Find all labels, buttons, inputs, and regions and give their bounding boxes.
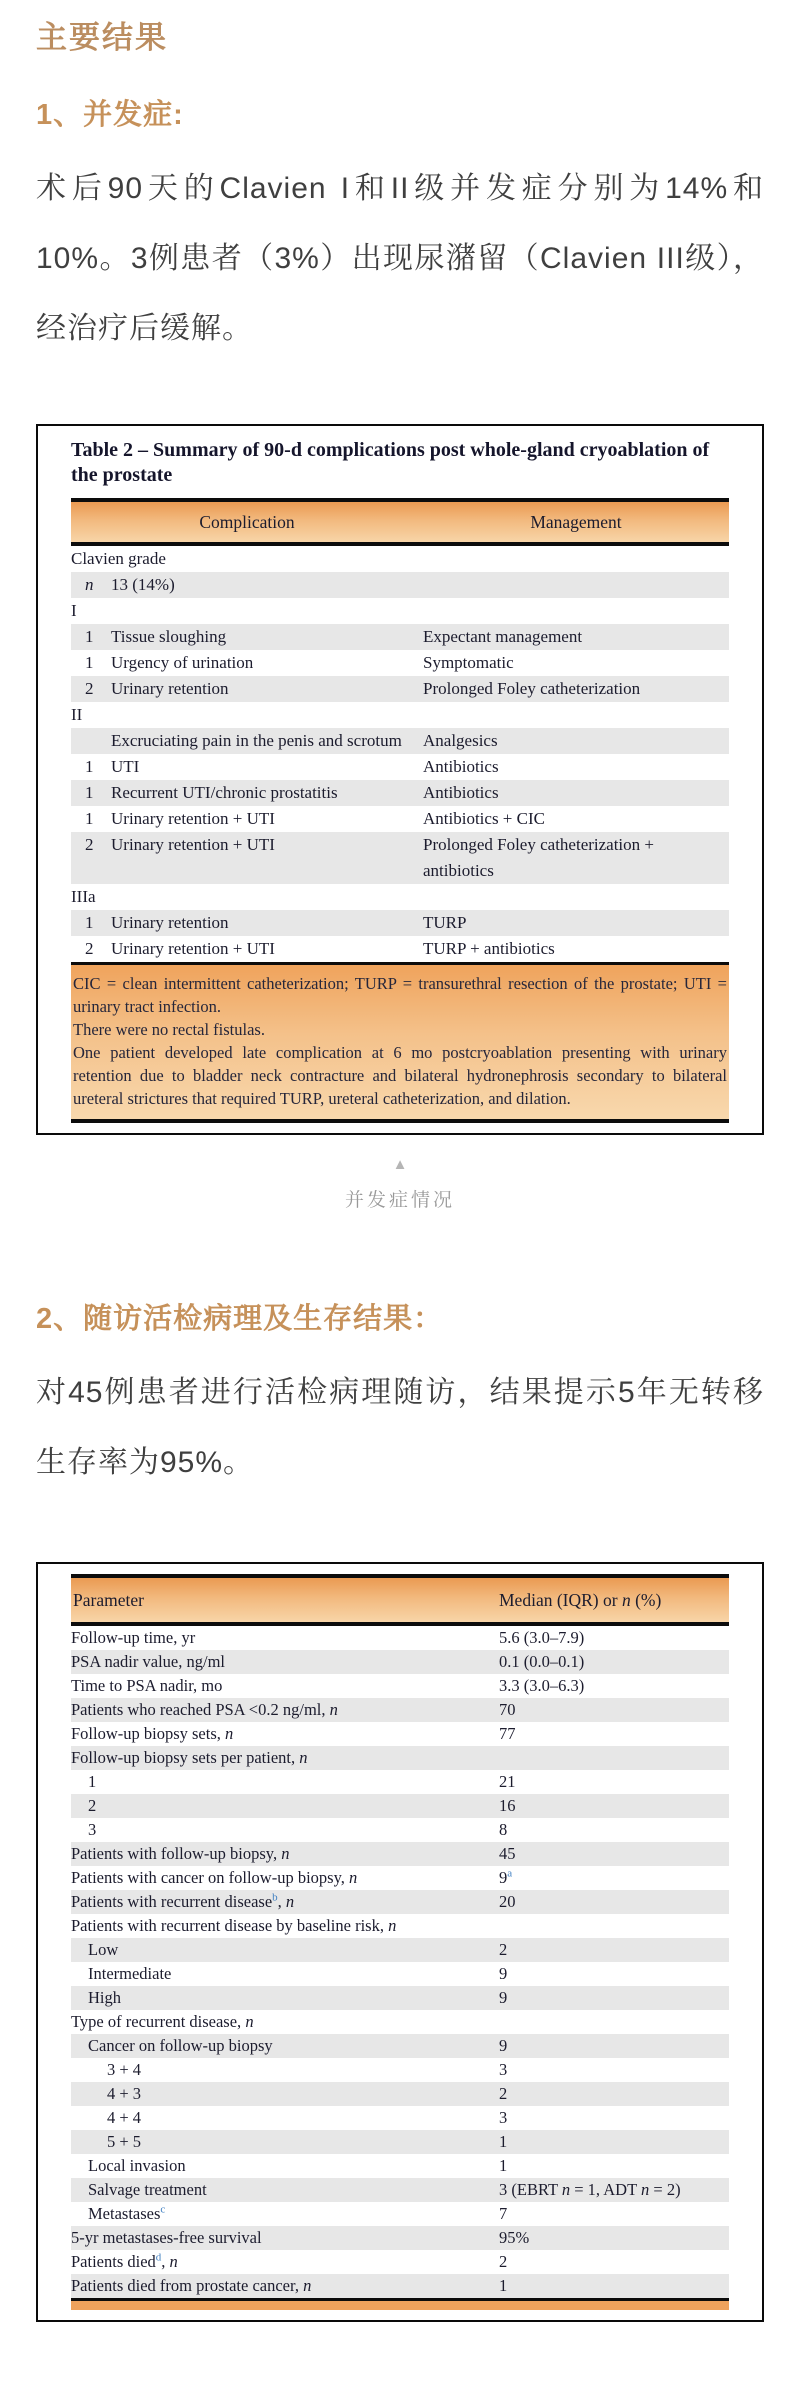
section-1-paragraph: 术后90天的Clavien I和II级并发症分别为14%和10%。3例患者（3%）出现尿潴留（Clavien III级），经治疗后缓解。 xyxy=(36,172,764,345)
grade-group-label: Clavien grade xyxy=(71,549,166,568)
value-cell: 1 xyxy=(499,2132,508,2151)
complication-row xyxy=(71,676,729,702)
parameter-row xyxy=(71,2274,729,2298)
complication-cell: Urinary retention xyxy=(111,913,229,932)
management-cell: Antibiotics xyxy=(423,783,499,802)
parameter-row xyxy=(71,1866,729,1890)
management-cell: Antibiotics + CIC xyxy=(423,809,545,828)
parameter-cell: Cancer on follow-up biopsy xyxy=(88,2036,273,2055)
parameter-row xyxy=(71,2178,729,2202)
complications-table-title: Table 2 – Summary of 90-d complications post whole-gland cryoablation of the prostate xyxy=(71,439,710,486)
value-cell: 20 xyxy=(499,1892,516,1911)
parameter-row xyxy=(71,2130,729,2154)
parameter-row xyxy=(71,2250,729,2274)
grade-group-label: II xyxy=(71,705,83,724)
column-header-value: Median (IQR) or n (%) xyxy=(499,1589,662,1610)
count-cell: 1 xyxy=(85,653,94,672)
table-footnote: CIC = clean intermittent catheterization; TURP = transurethral resection of the prostate; UTI = urinary tract infection. xyxy=(73,974,727,1016)
complication-row xyxy=(71,936,729,962)
value-cell: 9 xyxy=(499,1964,508,1983)
parameter-cell: Low xyxy=(88,1940,119,1959)
complication-cell: UTI xyxy=(111,757,140,776)
figure-caption-block xyxy=(36,1157,764,1212)
complication-row xyxy=(71,832,729,884)
value-cell: 1 xyxy=(499,2276,508,2295)
parameter-row xyxy=(71,1842,729,1866)
parameter-row xyxy=(71,1722,729,1746)
parameter-row xyxy=(71,1650,729,1674)
followup-table-body xyxy=(71,1626,729,2298)
value-cell: 21 xyxy=(499,1772,516,1791)
parameter-row xyxy=(71,2034,729,2058)
followup-table-header-row xyxy=(71,1578,729,1622)
parameter-cell: Type of recurrent disease, n xyxy=(71,2012,254,2031)
parameter-cell: 5 + 5 xyxy=(107,2132,142,2151)
parameter-cell: Metastases$^c$ xyxy=(88,2203,166,2223)
column-header-management: Management xyxy=(530,511,622,532)
value-cell: 0.1 (0.0–0.1) xyxy=(499,1652,585,1671)
count-cell: 1 xyxy=(85,913,94,932)
parameter-row xyxy=(71,1986,729,2010)
table-rule xyxy=(71,1119,729,1123)
parameter-cell: Follow-up time, yr xyxy=(71,1628,196,1647)
parameter-row xyxy=(71,1962,729,1986)
count-cell: n xyxy=(85,575,94,594)
footnote-strip xyxy=(71,2301,729,2310)
parameter-cell: Patients died$^d$, n xyxy=(71,2251,178,2271)
parameter-row xyxy=(71,1770,729,1794)
value-cell: 16 xyxy=(499,1796,516,1815)
parameter-cell: 4 + 3 xyxy=(107,2084,142,2103)
management-cell: Analgesics xyxy=(423,731,498,750)
management-cell: Expectant management xyxy=(423,627,583,646)
complication-cell: Excruciating pain in the penis and scrotum xyxy=(111,731,402,750)
parameter-row xyxy=(71,2058,729,2082)
parameter-cell: 3 + 4 xyxy=(107,2060,142,2079)
count-cell: 2 xyxy=(85,835,94,854)
parameter-cell: 5-yr metastases-free survival xyxy=(71,2228,262,2247)
parameter-row xyxy=(71,1698,729,1722)
parameter-cell: 3 xyxy=(88,1820,97,1839)
complication-cell: Urinary retention xyxy=(111,679,229,698)
management-cell: Antibiotics xyxy=(423,757,499,776)
parameter-row xyxy=(71,2202,729,2226)
parameter-row xyxy=(71,2154,729,2178)
value-cell: 9 xyxy=(499,2036,508,2055)
complication-row xyxy=(71,728,729,754)
value-cell: 9 xyxy=(499,1988,508,2007)
complication-cell: Recurrent UTI/chronic prostatitis xyxy=(111,783,338,802)
count-cell: 2 xyxy=(85,939,94,958)
count-cell: 1 xyxy=(85,627,94,646)
parameter-row xyxy=(71,1794,729,1818)
parameter-row xyxy=(71,2010,729,2034)
grade-group-label: I xyxy=(71,601,77,620)
parameter-row xyxy=(71,2106,729,2130)
value-cell: 5.6 (3.0–7.9) xyxy=(499,1628,585,1647)
parameter-cell: Local invasion xyxy=(88,2156,186,2175)
value-cell: 95% xyxy=(499,2228,530,2247)
value-cell: 7 xyxy=(499,2204,508,2223)
complication-row xyxy=(71,546,729,572)
parameter-row xyxy=(71,1914,729,1938)
count-cell: 1 xyxy=(85,757,94,776)
value-cell: 77 xyxy=(499,1724,516,1743)
value-cell: 9$^a$ xyxy=(499,1867,513,1887)
complication-row xyxy=(71,754,729,780)
parameter-cell: Patients with follow-up biopsy, n xyxy=(71,1844,290,1863)
parameter-cell: 4 + 4 xyxy=(107,2108,142,2127)
parameter-cell: Salvage treatment xyxy=(88,2180,207,2199)
management-cell: TURP + antibiotics xyxy=(423,939,555,958)
count-cell: 1 xyxy=(85,783,94,802)
parameter-row xyxy=(71,1818,729,1842)
parameter-row xyxy=(71,2226,729,2250)
parameter-row xyxy=(71,1746,729,1770)
complications-table-body xyxy=(71,546,729,962)
parameter-cell: Patients with recurrent disease$^b$, n xyxy=(71,1891,295,1911)
parameter-row xyxy=(71,1674,729,1698)
management-cell: Prolonged Foley catheterization + antibiotics xyxy=(423,835,654,880)
complication-row xyxy=(71,780,729,806)
value-cell: 70 xyxy=(499,1700,516,1719)
complication-row xyxy=(71,702,729,728)
parameter-cell: Follow-up biopsy sets, n xyxy=(71,1724,234,1743)
value-cell: 3 xyxy=(499,2060,508,2079)
complication-cell: Urinary retention + UTI xyxy=(111,939,275,958)
spacer xyxy=(36,1212,764,1262)
value-cell: 3 (EBRT n = 1, ADT n = 2) xyxy=(499,2180,681,2199)
parameter-cell: Time to PSA nadir, mo xyxy=(71,1676,223,1695)
management-cell: Prolonged Foley catheterization xyxy=(423,679,641,698)
complications-table-header-row xyxy=(71,502,729,542)
complication-cell: 13 (14%) xyxy=(111,575,175,594)
complication-row xyxy=(71,650,729,676)
parameter-row xyxy=(71,1938,729,1962)
parameter-cell: Patients who reached PSA <0.2 ng/ml, n xyxy=(71,1700,338,1719)
complication-cell: Urinary retention + UTI xyxy=(111,835,275,854)
value-cell: 1 xyxy=(499,2156,508,2175)
parameter-cell: 1 xyxy=(88,1772,97,1791)
parameter-cell: High xyxy=(88,1988,121,2007)
section-2-paragraph: 对45例患者进行活检病理随访，结果提示5年无转移生存率为95%。 xyxy=(36,1376,764,1479)
parameter-cell: Patients died from prostate cancer, n xyxy=(71,2276,312,2295)
table-footnote: There were no rectal fistulas. xyxy=(73,1020,265,1039)
parameter-cell: 2 xyxy=(88,1796,97,1815)
value-cell: 3.3 (3.0–6.3) xyxy=(499,1676,585,1695)
value-cell: 45 xyxy=(499,1844,516,1863)
complications-table xyxy=(36,424,764,1135)
complication-row xyxy=(71,884,729,910)
parameter-row xyxy=(71,2082,729,2106)
complication-cell: Tissue sloughing xyxy=(111,627,227,646)
complication-row xyxy=(71,910,729,936)
parameter-cell: Patients with cancer on follow-up biopsy, n xyxy=(71,1868,358,1887)
table-footnote: One patient developed late complication at 6 mo postcryoablation presenting with urinary retention due to bladder neck contracture and bilateral hydronephrosis secondary to bilateral ureteral strictures that required TURP, ureteral catheterization, and dilation. xyxy=(73,1043,727,1108)
column-header-parameter: Parameter xyxy=(73,1589,144,1610)
column-header-complication: Complication xyxy=(199,511,295,532)
parameter-cell: Intermediate xyxy=(88,1964,172,1983)
parameter-row xyxy=(71,1626,729,1650)
complication-row xyxy=(71,624,729,650)
parameter-row xyxy=(71,1890,729,1914)
complications-table-footnotes xyxy=(71,965,729,1119)
management-cell: TURP xyxy=(423,913,467,932)
value-cell: 3 xyxy=(499,2108,508,2127)
management-cell: Symptomatic xyxy=(423,653,514,672)
value-cell: 2 xyxy=(499,2084,508,2103)
complication-row xyxy=(71,572,729,598)
value-cell: 2 xyxy=(499,1940,508,1959)
parameter-cell: PSA nadir value, ng/ml xyxy=(71,1652,225,1671)
complication-row xyxy=(71,598,729,624)
followup-results-table xyxy=(36,1562,764,2322)
section-1-heading: 1、并发症: xyxy=(36,99,184,131)
count-cell: 1 xyxy=(85,809,94,828)
caption-arrow-icon: ▲ xyxy=(392,1156,408,1173)
value-cell: 2 xyxy=(499,2252,508,2271)
complication-cell: Urgency of urination xyxy=(111,653,254,672)
complication-cell: Urinary retention + UTI xyxy=(111,809,275,828)
count-cell: 2 xyxy=(85,679,94,698)
complication-row xyxy=(71,806,729,832)
page-title: 主要结果 xyxy=(36,20,168,55)
grade-group-label: IIIa xyxy=(71,887,96,906)
parameter-cell: Patients with recurrent disease by baseline risk, n xyxy=(71,1916,397,1935)
section-2-heading: 2、随访活检病理及生存结果： xyxy=(36,1303,444,1335)
figure-caption: 并发症情况 xyxy=(344,1190,455,1211)
value-cell: 8 xyxy=(499,1820,508,1839)
parameter-cell: Follow-up biopsy sets per patient, n xyxy=(71,1748,308,1767)
